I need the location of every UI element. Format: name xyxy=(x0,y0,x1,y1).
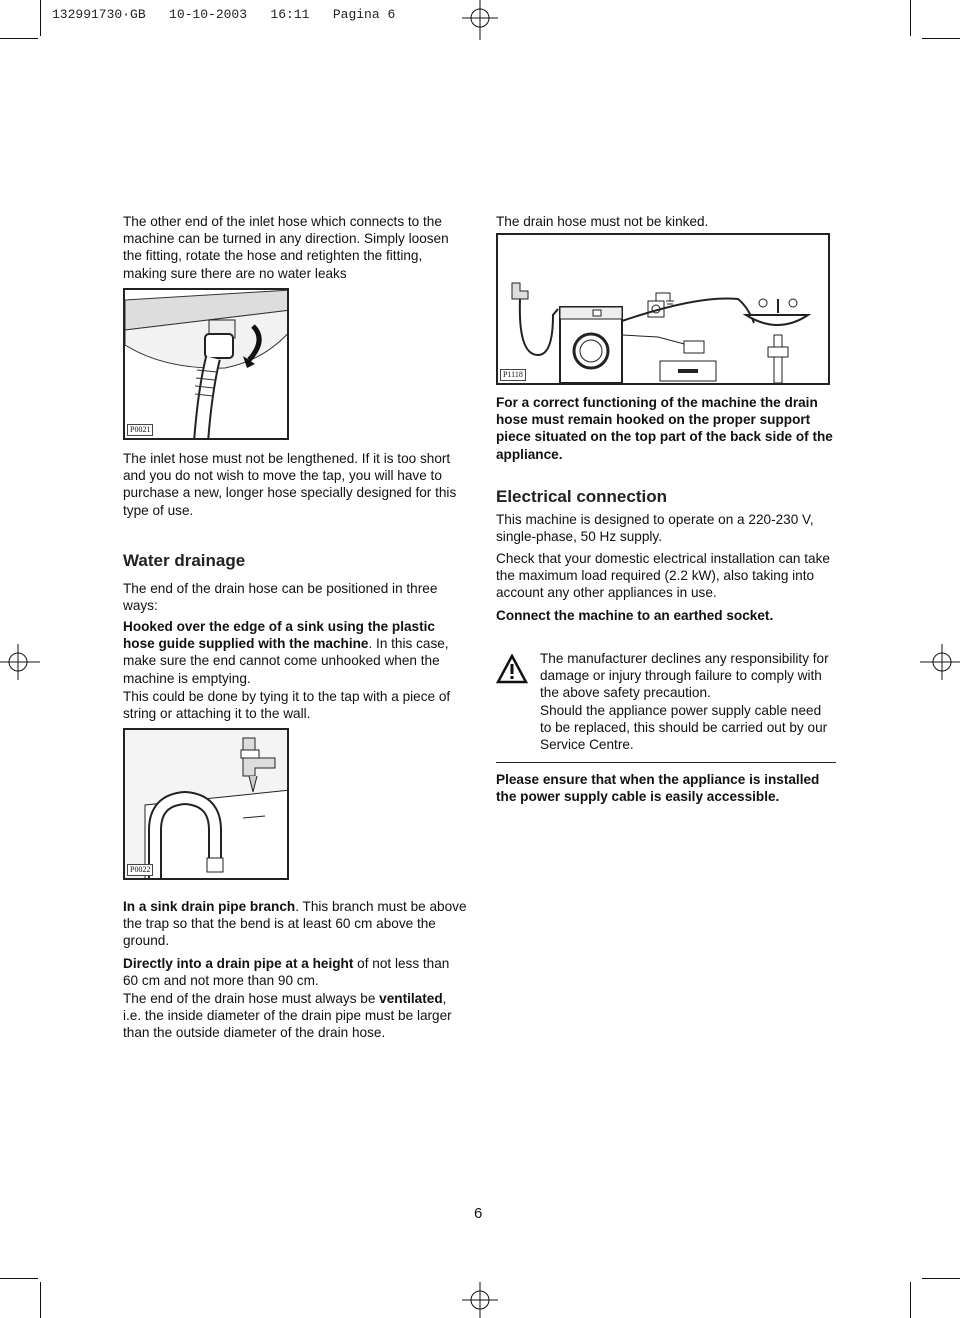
warning-block xyxy=(496,650,836,753)
figure-code: P1118 xyxy=(500,369,526,381)
sink-hose-guide-figure xyxy=(123,728,289,880)
warning-triangle-icon xyxy=(496,654,528,684)
electrical-load-text: Check that your domestic electrical installation can take the maximum load required (2.2 kW), also taking into account any other appliances in use. xyxy=(496,551,830,601)
sink-branch-rest: . This branch must be above the trap so that the bend is at least 60 cm above the ground. xyxy=(123,899,467,949)
crop-mark xyxy=(922,1278,960,1279)
ventilation-pre: The end of the drain hose must always be xyxy=(123,991,380,1006)
crop-mark xyxy=(910,1282,911,1318)
inlet-hose-illustration xyxy=(125,290,289,440)
crosshair-right-icon xyxy=(920,640,960,684)
inlet-hose-intro: The other end of the inlet hose which connects to the machine can be turned in any direction. Simply loosen the fitting, rotate the hose and retighten the fitting, making sure there are no water leaks xyxy=(123,214,449,281)
print-header: 132991730·GB 10-10-2003 16:11 Pagina 6 xyxy=(52,7,396,22)
inlet-hose-note: The inlet hose must not be lengthened. If it is too short and you do not wish to move the tap, you will have to purchase a new, longer hose specially designed for this type of use. xyxy=(123,451,457,518)
ventilation-text xyxy=(123,990,468,1042)
support-piece-note: For a correct functioning of the machine the drain hose must remain hooked on the proper support piece situated on the top part of the back side of the appliance. xyxy=(496,395,833,462)
sink-method-rest: . In this case, make sure the end cannot come unhooked when the machine is emptying. xyxy=(123,636,449,686)
figure-code: P0021 xyxy=(127,424,153,436)
power-cable-accessible-note: Please ensure that when the appliance is installed the power supply cable is easily accessible. xyxy=(496,772,820,805)
crop-mark xyxy=(910,0,911,36)
crop-mark xyxy=(40,1282,41,1318)
page-number: 6 xyxy=(474,1205,483,1222)
drain-hose-support-illustration xyxy=(498,235,830,385)
sink-method-text xyxy=(123,618,468,687)
crop-mark xyxy=(0,1278,38,1279)
sink-hose-guide-illustration xyxy=(125,730,289,880)
warning-text xyxy=(540,650,836,753)
warning-divider xyxy=(496,762,836,763)
drain-pipe-text xyxy=(123,955,468,989)
earthed-socket-text: Connect the machine to an earthed socket. xyxy=(496,608,774,623)
crop-mark xyxy=(922,38,960,39)
ventilation-rest: , i.e. the inside diameter of the drain pipe must be larger than the outside diameter of the drain hose. xyxy=(123,991,452,1041)
sink-tie-text: This could be done by tying it to the tap with a piece of string or attaching it to the wall. xyxy=(123,689,451,722)
inlet-hose-figure xyxy=(123,288,289,440)
crosshair-bottom-icon xyxy=(458,1282,502,1318)
crop-mark xyxy=(40,0,41,36)
drain-pipe-rest: of not less than 60 cm and not more than 90 cm. xyxy=(123,956,450,989)
crop-mark xyxy=(0,38,38,39)
water-drainage-heading: Water drainage xyxy=(123,551,246,570)
crosshair-left-icon xyxy=(0,640,40,684)
ventilation-bold: ventilated xyxy=(379,991,443,1006)
sink-branch-text xyxy=(123,898,468,950)
drain-hose-kink-note: The drain hose must not be kinked. xyxy=(496,214,709,229)
sink-method-bold: Hooked over the edge of a sink using the plastic hose guide supplied with the machine xyxy=(123,619,435,652)
warning-liability: The manufacturer declines any responsibility for damage or injury through failure to comply with the above safety precaution. xyxy=(540,651,829,701)
drain-hose-support-figure xyxy=(496,233,830,385)
figure-code: P0022 xyxy=(127,864,153,876)
drain-pipe-bold: Directly into a drain pipe at a height xyxy=(123,956,354,971)
drainage-intro: The end of the drain hose can be positioned in three ways: xyxy=(123,581,438,614)
sink-branch-bold: In a sink drain pipe branch xyxy=(123,899,296,914)
electrical-supply-text: This machine is designed to operate on a 220-230 V, single-phase, 50 Hz supply. xyxy=(496,512,814,545)
electrical-connection-heading: Electrical connection xyxy=(496,487,667,506)
warning-cable-replacement: Should the appliance power supply cable need to be replaced, this should be carried out by our Service Centre. xyxy=(540,702,828,753)
crosshair-top-icon xyxy=(458,0,502,40)
